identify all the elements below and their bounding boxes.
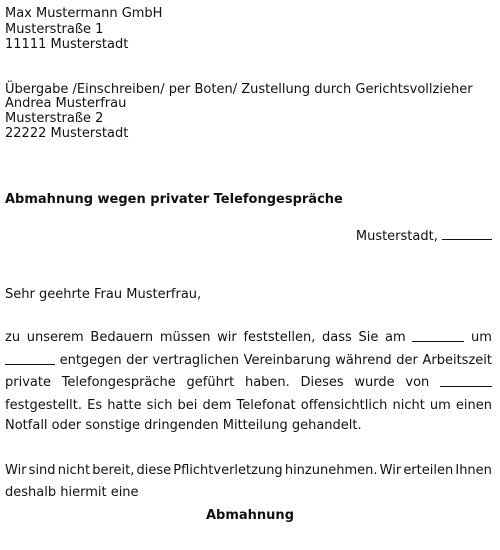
word: Vereinbarung [243, 353, 331, 368]
sender-street: Musterstraße 1 [5, 22, 104, 37]
word: der [396, 353, 418, 368]
word: nicht [57, 463, 91, 478]
word: vertraglichen [152, 353, 240, 368]
delivery-note: Übergabe /Einschreiben/ per Boten/ Zustellung durch Gerichtsvollzieher [5, 82, 473, 97]
word: einen [455, 398, 492, 413]
word: private [5, 375, 51, 390]
date-blank [442, 228, 492, 240]
place-date [356, 228, 492, 245]
word: zu [5, 330, 21, 345]
subject-line: Abmahnung wegen privater Telefongespräche [5, 192, 343, 207]
paragraph2-line2: deshalb hiermit eine [5, 485, 139, 500]
word: Sie [358, 330, 379, 345]
paragraph2-line1 [5, 463, 492, 479]
word: von [405, 375, 430, 390]
date-of-call-blank [412, 330, 464, 342]
time-of-call-blank [5, 353, 55, 365]
word: diese [136, 463, 172, 478]
word: der [126, 353, 148, 368]
word: Ihnen [455, 463, 492, 478]
word: Telefonat [236, 398, 296, 413]
paragraph1-line5: Notfall oder sonstige dringenden Mitteilung gehandelt. [5, 418, 362, 433]
word: erteilen [403, 463, 454, 478]
place-date-text: Musterstadt, [355, 229, 438, 244]
word: hinzunehmen. [284, 463, 378, 478]
document-heading: Abmahnung [205, 508, 294, 523]
word: geführt [186, 375, 235, 390]
word: Dieses [300, 375, 344, 390]
word: haben. [244, 375, 290, 390]
word: entgegen [59, 353, 122, 368]
word: hatte [107, 398, 142, 413]
word: Telefongespräche [61, 375, 176, 390]
word: wir [217, 330, 237, 345]
word: offensichtlich [300, 398, 388, 413]
recipient-city: 22222 Musterstadt [5, 126, 129, 141]
word: unserem [26, 330, 84, 345]
paragraph1-line4 [5, 398, 492, 414]
word: Es [87, 398, 103, 413]
word: sich [146, 398, 173, 413]
word: bei [177, 398, 198, 413]
word: Pflichtverletzung [173, 463, 283, 478]
word: während [335, 353, 392, 368]
word: bereit, [92, 463, 135, 478]
word: um [470, 330, 492, 345]
salutation: Sehr geehrte Frau Musterfrau, [5, 287, 202, 302]
word: dass [322, 330, 352, 345]
word: Wir [5, 463, 27, 478]
recipient-street: Musterstraße 2 [5, 111, 104, 126]
word: dem [202, 398, 232, 413]
word: nicht [392, 398, 425, 413]
word: am [385, 330, 406, 345]
word: Bedauern [90, 330, 154, 345]
paragraph1-line3 [5, 375, 492, 391]
witness-blank [440, 375, 492, 387]
sender-name: Max Mustermann GmbH [5, 6, 163, 21]
paragraph1-line2 [5, 353, 492, 369]
word: müssen [159, 330, 211, 345]
word: Arbeitszeit [422, 353, 492, 368]
paragraph1-line1 [5, 330, 492, 346]
word: wurde [354, 375, 395, 390]
recipient-name: Andrea Musterfrau [5, 96, 127, 111]
word: festgestellt. [5, 398, 83, 413]
word: Wir [379, 463, 402, 478]
word: um [429, 398, 451, 413]
word: sind [28, 463, 56, 478]
word: feststellen, [243, 330, 316, 345]
sender-city: 11111 Musterstadt [5, 37, 129, 52]
